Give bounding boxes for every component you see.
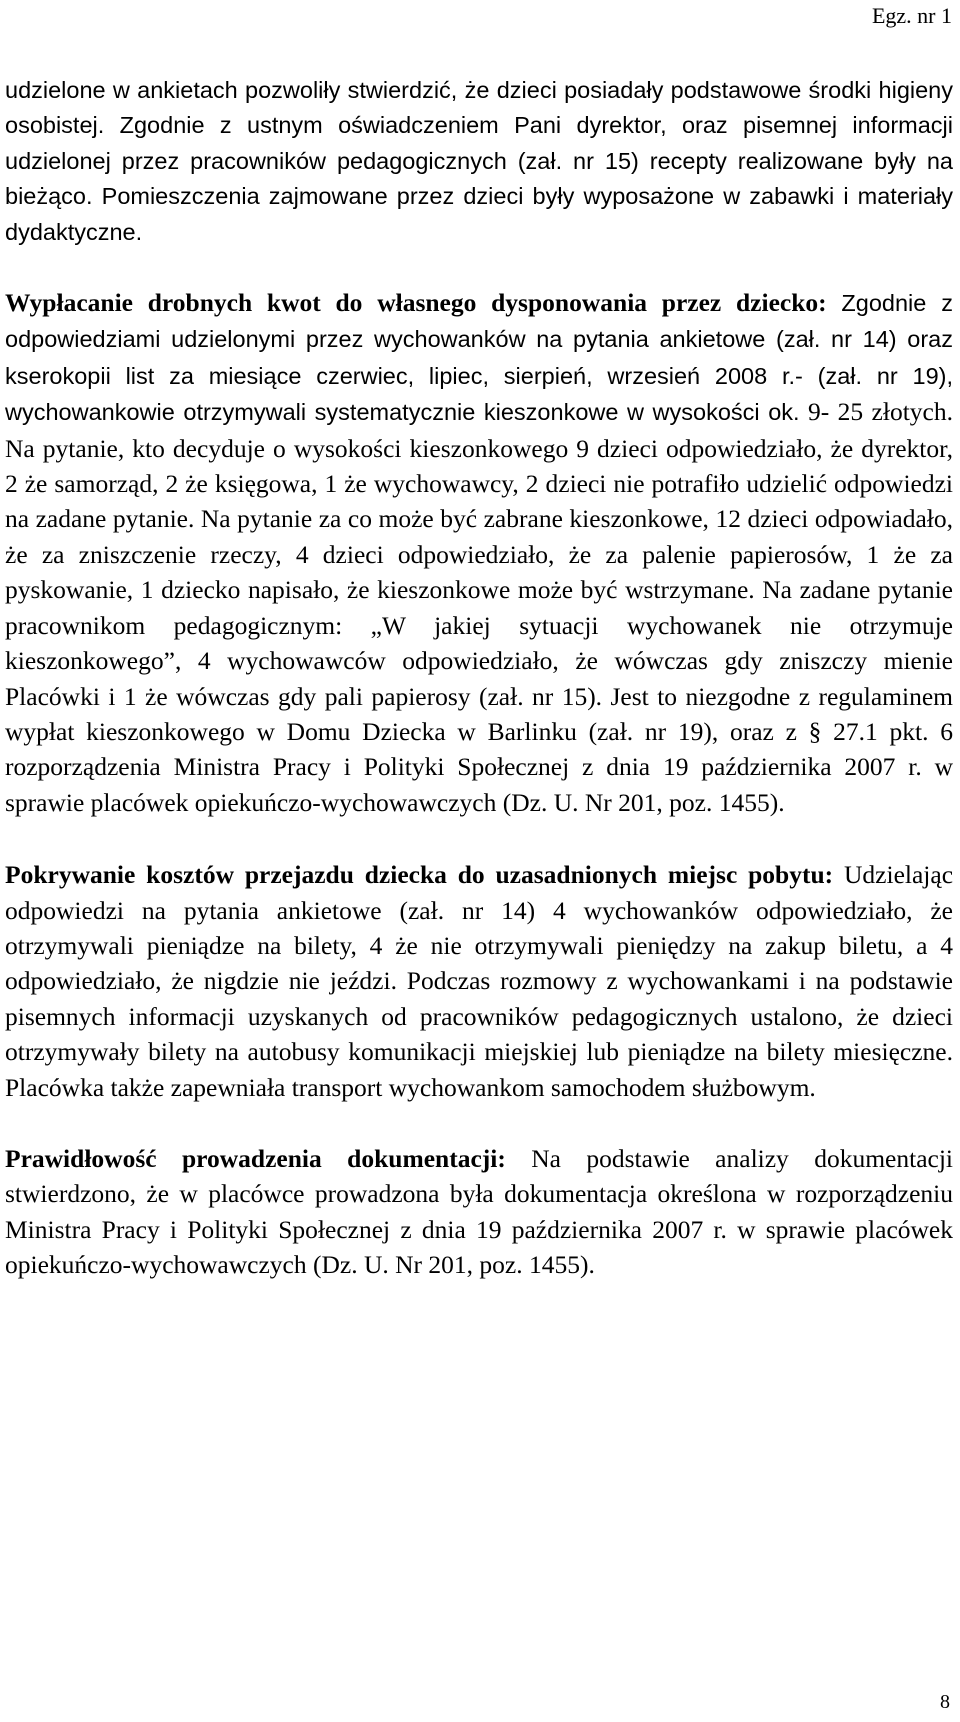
documentation-section [5, 1141, 953, 1283]
documentation-body: Na podstawie analizy dokumentacji stwierdzono, że w placówce prowadzona była dokumentacja określona w rozporządzeniu Ministra Pracy i Polityki Społecznej z dnia 19 października 2007 r. w sprawie placówek opiekuńczo-wychowawczych (Dz. U. Nr 201, poz. 1455). [5, 1143, 954, 1280]
document-copy-label: Egz. nr 1 [871, 3, 952, 28]
travel-heading: Pokrywanie kosztów przejazdu dziecka do uzasadnionych miejsc pobytu: [5, 860, 834, 890]
pocket-money-section [5, 285, 953, 820]
intro-paragraph: udzielone w ankietach pozwoliły stwierdzić, że dzieci posiadały podstawowe środki higieny osobistej. Zgodnie z ustnym oświadczeniem Pani dyrektor, oraz pisemnej informacji udzielonej przez pracowników pedagogicznych (zał. nr 15) recepty realizowane były na bieżąco. Pomieszczenia zajmowane przez dzieci były wyposażone w zabawki i materiały dydaktyczne. [5, 77, 953, 245]
travel-section [5, 857, 953, 1105]
pocket-money-body: 9- 25 złotych. Na pytanie, kto decyduje o wysokości kieszonkowego 9 dzieci odpowiedziało, że dyrektor, 2 że samorząd, 2 że księgowa, 1 że wychowawcy, 2 dzieci nie potrafiło udzielić odpowiedzi na zadane pytanie. Na pytanie za co może być zabrane kieszonkowe, 12 dzieci odpowiadało, że za zniszczenie rzeczy, 4 dzieci odpowiedziało, że za palenie papierosów, 1 że za pyskowanie, 1 dziecko napisało, że kieszonkowe może być wstrzymane. Na zadane pytanie pracownikom pedagogicznym: „W jakiej sytuacji wychowanek nie otrzymuje kieszonkowego”, 4 wychowawców odpowiedziało, że wówczas gdy zniszczy mienie Placówki i 1 że wówczas gdy pali papierosy (zał. nr 15). Jest to niezgodne z regulaminem wypłat kieszonkowego w Domu Dziecka w Barlinku (zał. nr 19), oraz z § 27.1 pkt. 6 rozporządzenia Ministra Pracy i Polityki Społecznej z dnia 19 października 2007 r. w sprawie placówek opiekuńczo-wychowawczych (Dz. U. Nr 201, poz. 1455). [5, 397, 953, 817]
documentation-heading: Prawidłowość prowadzenia dokumentacji: [5, 1143, 506, 1173]
pocket-money-heading: Wypłacanie drobnych kwot do własnego dysponowania przez dziecko: [5, 288, 827, 318]
document-body [5, 73, 953, 1283]
travel-body: Udzielając odpowiedzi na pytania ankietowe (zał. nr 14) 4 wychowanków odpowiedziało, że otrzymywali pieniądze na bilety, 4 że nie otrzymywali pieniędzy na zakup biletu, a 4 odpowiedziało, że nigdzie nie jeździ. Podczas rozmowy z wychowankami i na podstawie pisemnych informacji uzyskanych od pracowników pedagogicznych ustalono, że dzieci otrzymywały bilety na autobusy komunikacji miejskiej lub pieniądze na bilety miesięczne. Placówka także zapewniała transport wychowankom samochodem służbowym. [5, 860, 954, 1102]
pocket-money-body-sans: Zgodnie z odpowiedziami udzielonymi przez wychowanków na pytania ankietowe (zał. nr 14) oraz kserokopii list za miesiące czerwiec, lipiec, sierpień, wrzesień 2008 r.- (zał. nr 19), wychowankowie otrzymywali systematycznie kieszonkowe w wysokości ok. [5, 290, 954, 426]
page-number: 8 [940, 1691, 950, 1713]
